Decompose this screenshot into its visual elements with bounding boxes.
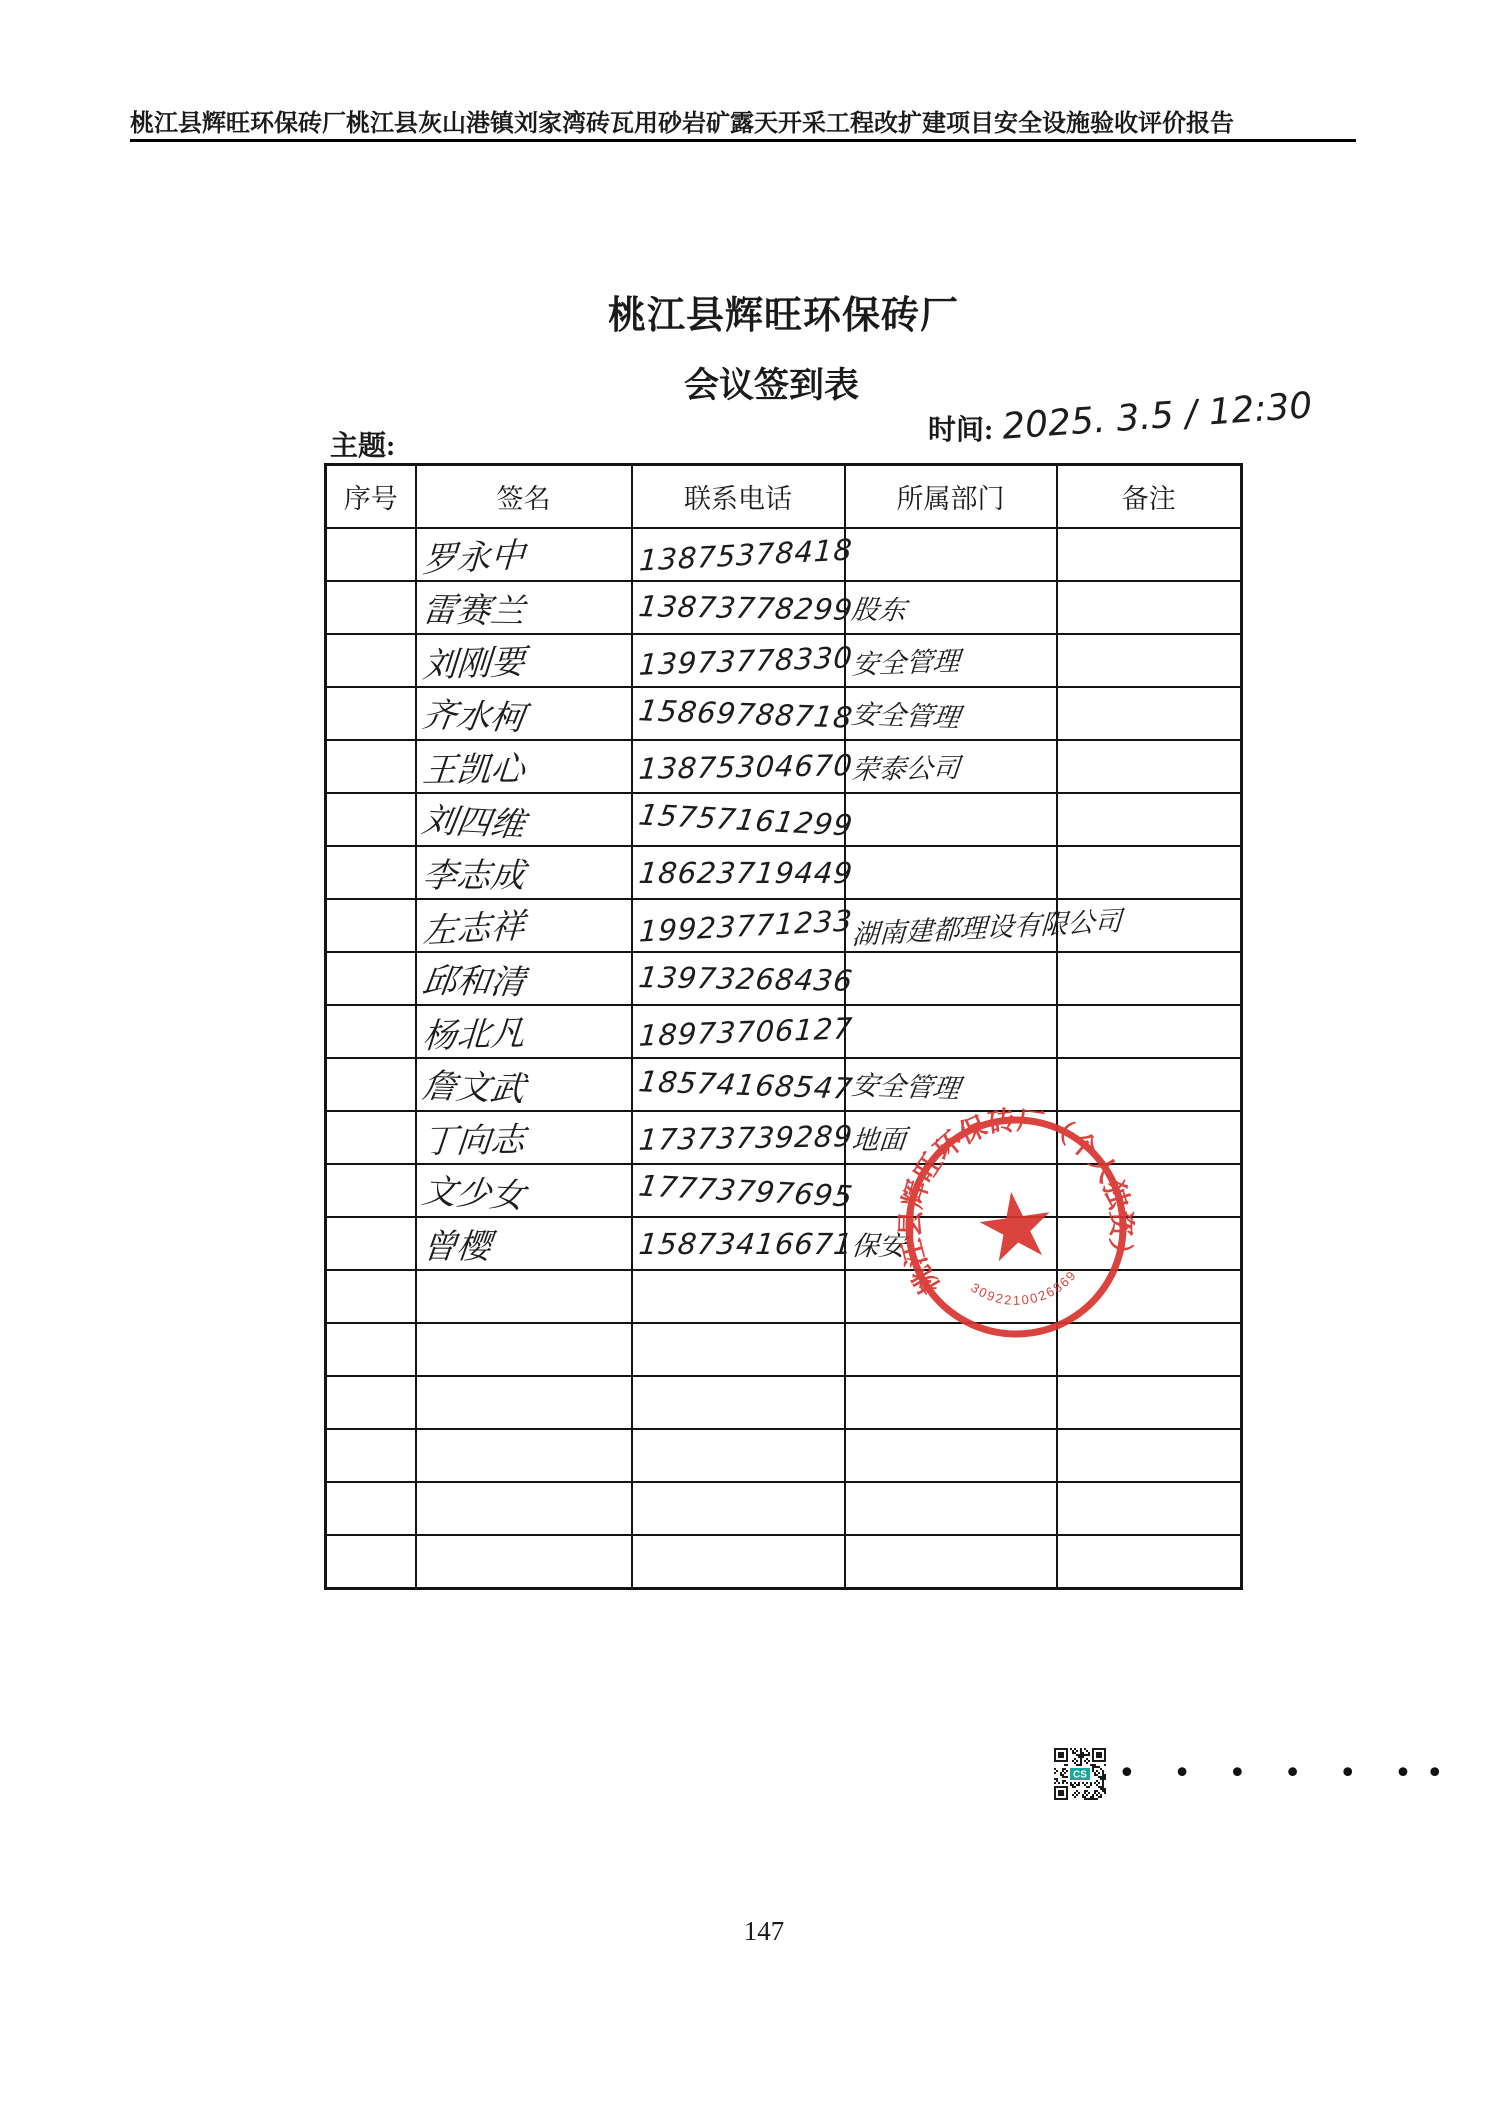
table-row [326,1111,1242,1164]
cell-dept [845,1005,1057,1058]
table-row [326,1482,1242,1535]
handwritten-name: 邱和清 [419,961,527,1003]
cell-no [326,1005,416,1058]
handwritten-dept: 安全管理 [850,646,961,681]
col-header-remark: 备注 [1057,465,1242,529]
table-row [326,952,1242,1005]
cell-no [326,1482,416,1535]
table-row [326,1429,1242,1482]
table-row [326,1058,1242,1111]
cell-note [1057,1217,1242,1270]
page-number: 147 [743,1916,785,1946]
handwritten-phone: 13973778330 [637,639,854,682]
handwritten-dept: 安全管理 [848,1070,962,1105]
cell-dept [845,1164,1057,1217]
cell-phone [632,1376,845,1429]
cell-no [326,793,416,846]
cell-phone [632,1111,854,1164]
handwritten-name: 詹文武 [419,1066,527,1110]
handwritten-dept: 股东 [849,594,908,627]
handwritten-dept: 荣泰公司 [849,753,961,786]
handwritten-phone: 15873416671 [636,1226,855,1261]
seal-code-text: 3092210026869 [968,1266,1080,1308]
handwritten-phone: 18973706127 [637,1010,854,1053]
cell-no [326,1323,416,1376]
handwritten-phone: 19923771233 [637,902,854,949]
table-row [326,687,1242,740]
page-title: 桃江县辉旺环保砖厂 [608,295,960,337]
cell-dept [845,581,1057,634]
qr-code [1054,1748,1106,1800]
cell-no [326,846,416,899]
handwritten-phone: 13973268436 [636,959,855,998]
table-row [326,793,1242,846]
handwritten-phone: 13873778299 [636,588,855,627]
cell-phone [632,1323,845,1376]
cell-note [1057,1535,1242,1589]
cell-dept [845,846,1057,899]
cell-dept [845,1535,1057,1589]
handwritten-phone: 17773797695 [635,1168,855,1213]
handwritten-name: 杨北凡 [420,1013,526,1057]
qr-center-label: CS [1073,1769,1087,1781]
table-row [326,740,1242,793]
col-header-department: 所属部门 [845,465,1057,529]
cell-name [416,1429,632,1482]
table-header-row [326,465,1242,529]
time-label: 时间: [928,415,994,446]
cell-note [1057,1164,1242,1217]
handwritten-phone: 17373739289 [637,1118,854,1157]
cell-phone [632,846,855,899]
cell-note [1057,1482,1242,1535]
cell-phone [632,952,855,1005]
cell-name [416,634,632,687]
cell-no [326,899,416,952]
cell-dept [845,1429,1057,1482]
cell-note [1057,1376,1242,1429]
cell-note [1057,846,1242,899]
handwritten-phone: 18574168547 [636,1063,855,1106]
cell-dept [845,1482,1057,1535]
cell-phone [632,1482,845,1535]
table-row [326,581,1242,634]
cell-phone [632,1535,845,1589]
cell-dept [845,740,1057,793]
cell-no [326,687,416,740]
table-row [326,846,1242,899]
cell-note [1057,634,1242,687]
cell-name [416,793,632,846]
handwritten-name: 李志成 [420,856,527,896]
cell-note [1057,1005,1242,1058]
cell-phone [632,1005,854,1058]
seal-ring-text: 桃江县辉旺环保砖厂（个人独资） [895,1105,1137,1300]
cell-note [1057,1323,1242,1376]
handwritten-dept: 安全管理 [848,699,962,734]
cell-dept [845,687,1057,740]
table-row [326,1376,1242,1429]
cell-phone [632,581,855,634]
subject-label: 主题: [330,431,396,462]
running-header: 桃江县辉旺环保砖厂桃江县灰山港镇刘家湾砖瓦用砂岩矿露天开采工程改扩建项目安全设施验收评价报告 [130,111,1234,137]
cell-no [326,1217,416,1270]
cell-note [1057,1429,1242,1482]
handwritten-dept: 地面 [849,1124,907,1157]
handwritten-name: 刘四维 [418,800,528,846]
cell-name [416,1058,632,1111]
handwritten-phone: 13875304670 [637,747,854,786]
cell-phone [632,1058,855,1111]
handwritten-dept: 保安 [849,1231,907,1262]
table-row [326,1005,1242,1058]
cell-no [326,1376,416,1429]
cell-name [416,1323,632,1376]
cell-phone [632,740,854,793]
cell-dept [845,952,1057,1005]
cell-note [1057,687,1242,740]
cell-name [416,952,632,1005]
cell-name [416,581,632,634]
cell-no [326,1270,416,1323]
cell-name [416,1217,632,1270]
signin-table [324,463,1243,1590]
cell-name [416,899,632,952]
cell-phone [632,634,854,687]
handwritten-dept: 湖南建都理设有限公司 [850,905,1122,952]
cell-no [326,1111,416,1164]
cell-name [416,1376,632,1429]
handwritten-phone: 18623719449 [636,855,855,890]
table-row [326,528,1242,581]
cell-phone [632,1217,855,1270]
handwritten-name: 罗永中 [421,535,526,581]
cell-dept [845,1111,1057,1164]
cell-no [326,740,416,793]
cell-note [1057,740,1242,793]
cell-no [326,1429,416,1482]
table-row [326,899,1242,952]
cell-phone [632,1164,855,1217]
cell-phone [632,1270,845,1323]
table-row [326,1217,1242,1270]
handwritten-phone: 13875378418 [637,531,854,578]
cell-dept [845,1217,1057,1270]
handwritten-name: 王凯心 [420,749,526,791]
handwritten-name: 刘刚要 [420,642,526,686]
cell-name [416,1005,632,1058]
cell-name [416,1482,632,1535]
cell-note [1057,1270,1242,1323]
handwritten-phone: 15869788718 [636,692,855,735]
col-header-signature: 签名 [416,465,632,529]
cell-no [326,1058,416,1111]
table-row [326,1323,1242,1376]
table-row [326,1535,1242,1589]
cell-dept [845,793,1057,846]
handwritten-name: 丁向志 [420,1120,526,1162]
cell-phone [632,899,854,952]
cell-name [416,1535,632,1589]
cell-name [416,687,632,740]
cell-note [1057,528,1242,581]
handwritten-name: 齐水柯 [419,695,527,739]
cell-dept [845,1323,1057,1376]
cell-name [416,1164,632,1217]
cell-dept [845,528,1057,581]
time-value-handwritten: 2025. 3.5 ∕ 12:30 [1000,385,1314,448]
handwritten-name: 文少女 [418,1171,528,1217]
handwritten-name: 雷赛兰 [419,590,527,632]
page-subtitle: 会议签到表 [684,366,860,405]
seal-star-icon: ★ [968,1170,1064,1284]
cell-name [416,528,632,581]
cell-dept [845,1270,1057,1323]
cell-note [1057,1058,1242,1111]
cell-note [1057,581,1242,634]
cell-no [326,1535,416,1589]
cell-name [416,1111,632,1164]
cell-phone [632,687,855,740]
cell-no [326,952,416,1005]
cell-no [326,1164,416,1217]
cell-no [326,581,416,634]
col-header-phone: 联系电话 [632,465,845,529]
col-header-index: 序号 [326,465,416,529]
cell-dept [845,1058,1057,1111]
cell-name [416,740,632,793]
cell-note [1057,793,1242,846]
table-row [326,1270,1242,1323]
cell-note [1057,1111,1242,1164]
cell-phone [632,1429,845,1482]
header-rule [130,139,1356,142]
cell-no [326,528,416,581]
handwritten-phone: 15757161299 [635,797,855,842]
cell-phone [632,528,854,581]
table-row [326,634,1242,687]
cell-dept [845,1376,1057,1429]
cell-dept [845,634,1057,687]
cell-name [416,846,632,899]
table-row [326,1164,1242,1217]
cell-name [416,1270,632,1323]
cell-no [326,634,416,687]
cell-phone [632,793,855,846]
cell-note [1057,952,1242,1005]
handwritten-name: 左志祥 [421,906,526,952]
cell-dept [845,899,1122,952]
footer-dots: • • • • • •• [1118,1756,1458,1791]
handwritten-name: 曾樱 [420,1227,493,1267]
